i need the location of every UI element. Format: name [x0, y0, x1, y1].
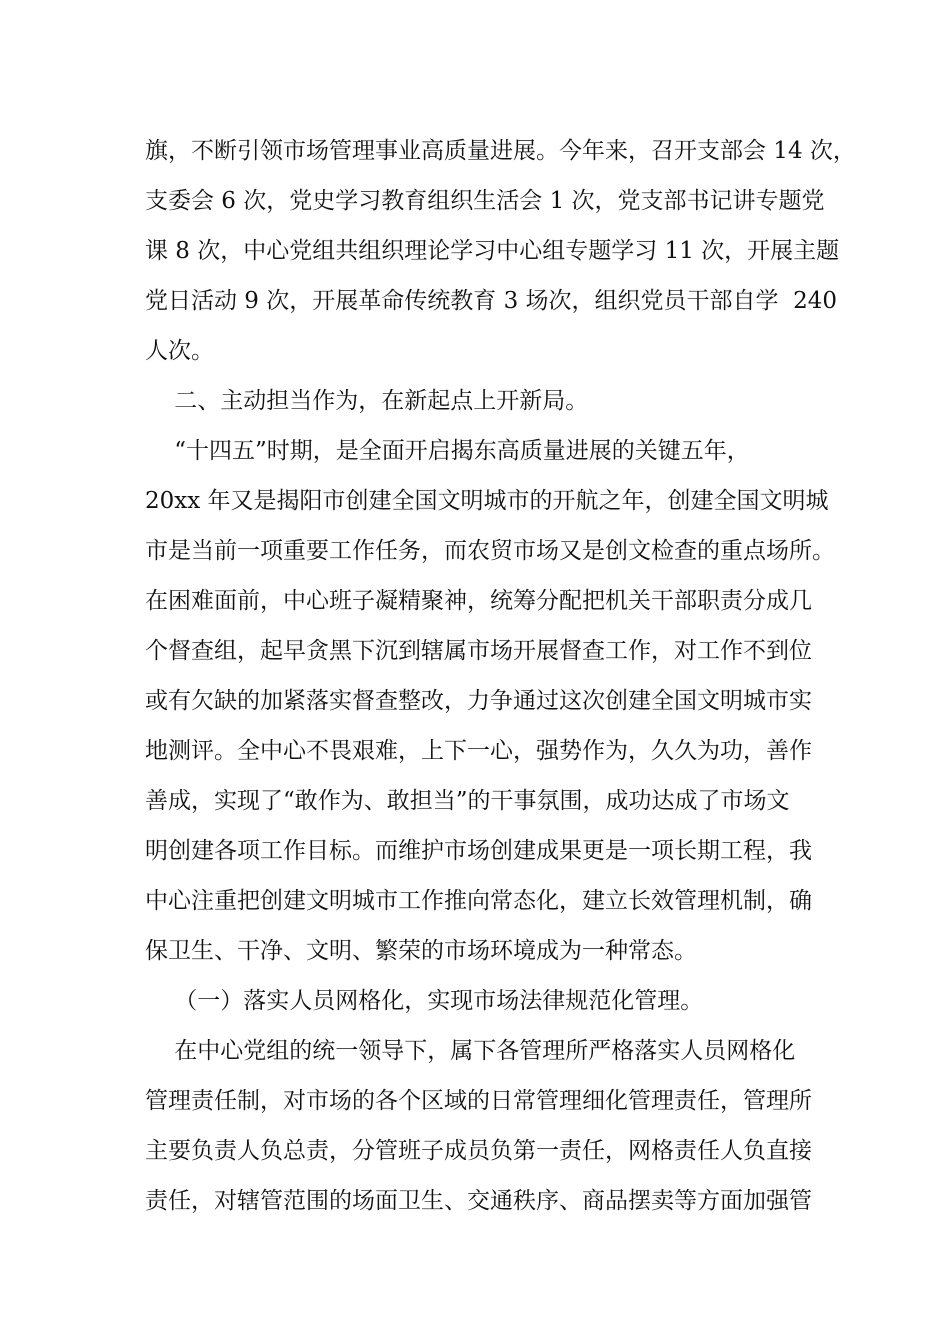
- text-line: 明创建各项工作目标。而维护市场创建成果更是一项长期工程，我: [145, 838, 812, 864]
- text-line: 支委会 6 次，党史学习教育组织生活会 1 次，党支部书记讲专题党: [145, 188, 825, 214]
- text-line: 市是当前一项重要工作任务，而农贸市场又是创文检查的重点场所。: [145, 538, 835, 564]
- section-heading: 二、主动担当作为，在新起点上开新局。: [145, 388, 589, 414]
- text-line: 保卫生、干净、文明、繁荣的市场环境成为一种常态。: [145, 938, 697, 964]
- text-line: 人次。: [145, 338, 214, 364]
- text-line: 或有欠缺的加紧落实督查整改，力争通过这次创建全国文明城市实: [145, 688, 812, 714]
- text-line: 责任，对辖管范围的场面卫生、交通秩序、商品摆卖等方面加强管: [145, 1188, 812, 1214]
- text-line: 党日活动 9 次，开展革命传统教育 3 场次，组织党员干部自学 240: [145, 288, 838, 314]
- text-line: “十四五”时期，是全面开启揭东高质量进展的关键五年，: [145, 438, 750, 464]
- text-line: 个督查组，起早贪黑下沉到辖属市场开展督查工作，对工作不到位: [145, 638, 812, 664]
- text-line: 在中心党组的统一领导下，属下各管理所严格落实人员网格化: [145, 1038, 796, 1064]
- text-line: 在困难面前，中心班子凝精聚神，统筹分配把机关干部职责分成几: [145, 588, 812, 614]
- text-line: 管理责任制，对市场的各个区域的日常管理细化管理责任，管理所: [145, 1088, 812, 1114]
- text-line: 中心注重把创建文明城市工作推向常态化，建立长效管理机制，确: [145, 888, 812, 914]
- text-line: 旗，不断引领市场管理事业高质量进展。今年来，召开支部会 14 次，: [145, 138, 856, 164]
- text-line: 20xx 年又是揭阳市创建全国文明城市的开航之年，创建全国文明城: [145, 488, 829, 514]
- text-line: 善成，实现了“敢作为、敢担当”的干事氛围，成功达成了市场文: [145, 788, 790, 814]
- text-line: 地测评。全中心不畏艰难，上下一心，强势作为，久久为功，善作: [145, 738, 812, 764]
- text-line: 课 8 次，中心党组共组织理论学习中心组专题学习 11 次，开展主题: [145, 238, 840, 264]
- subsection-heading: （一）落实人员网格化，实现市场法律规范化管理。: [145, 988, 704, 1014]
- text-line: 主要负责人负总责，分管班子成员负第一责任，网格责任人负直接: [145, 1138, 812, 1164]
